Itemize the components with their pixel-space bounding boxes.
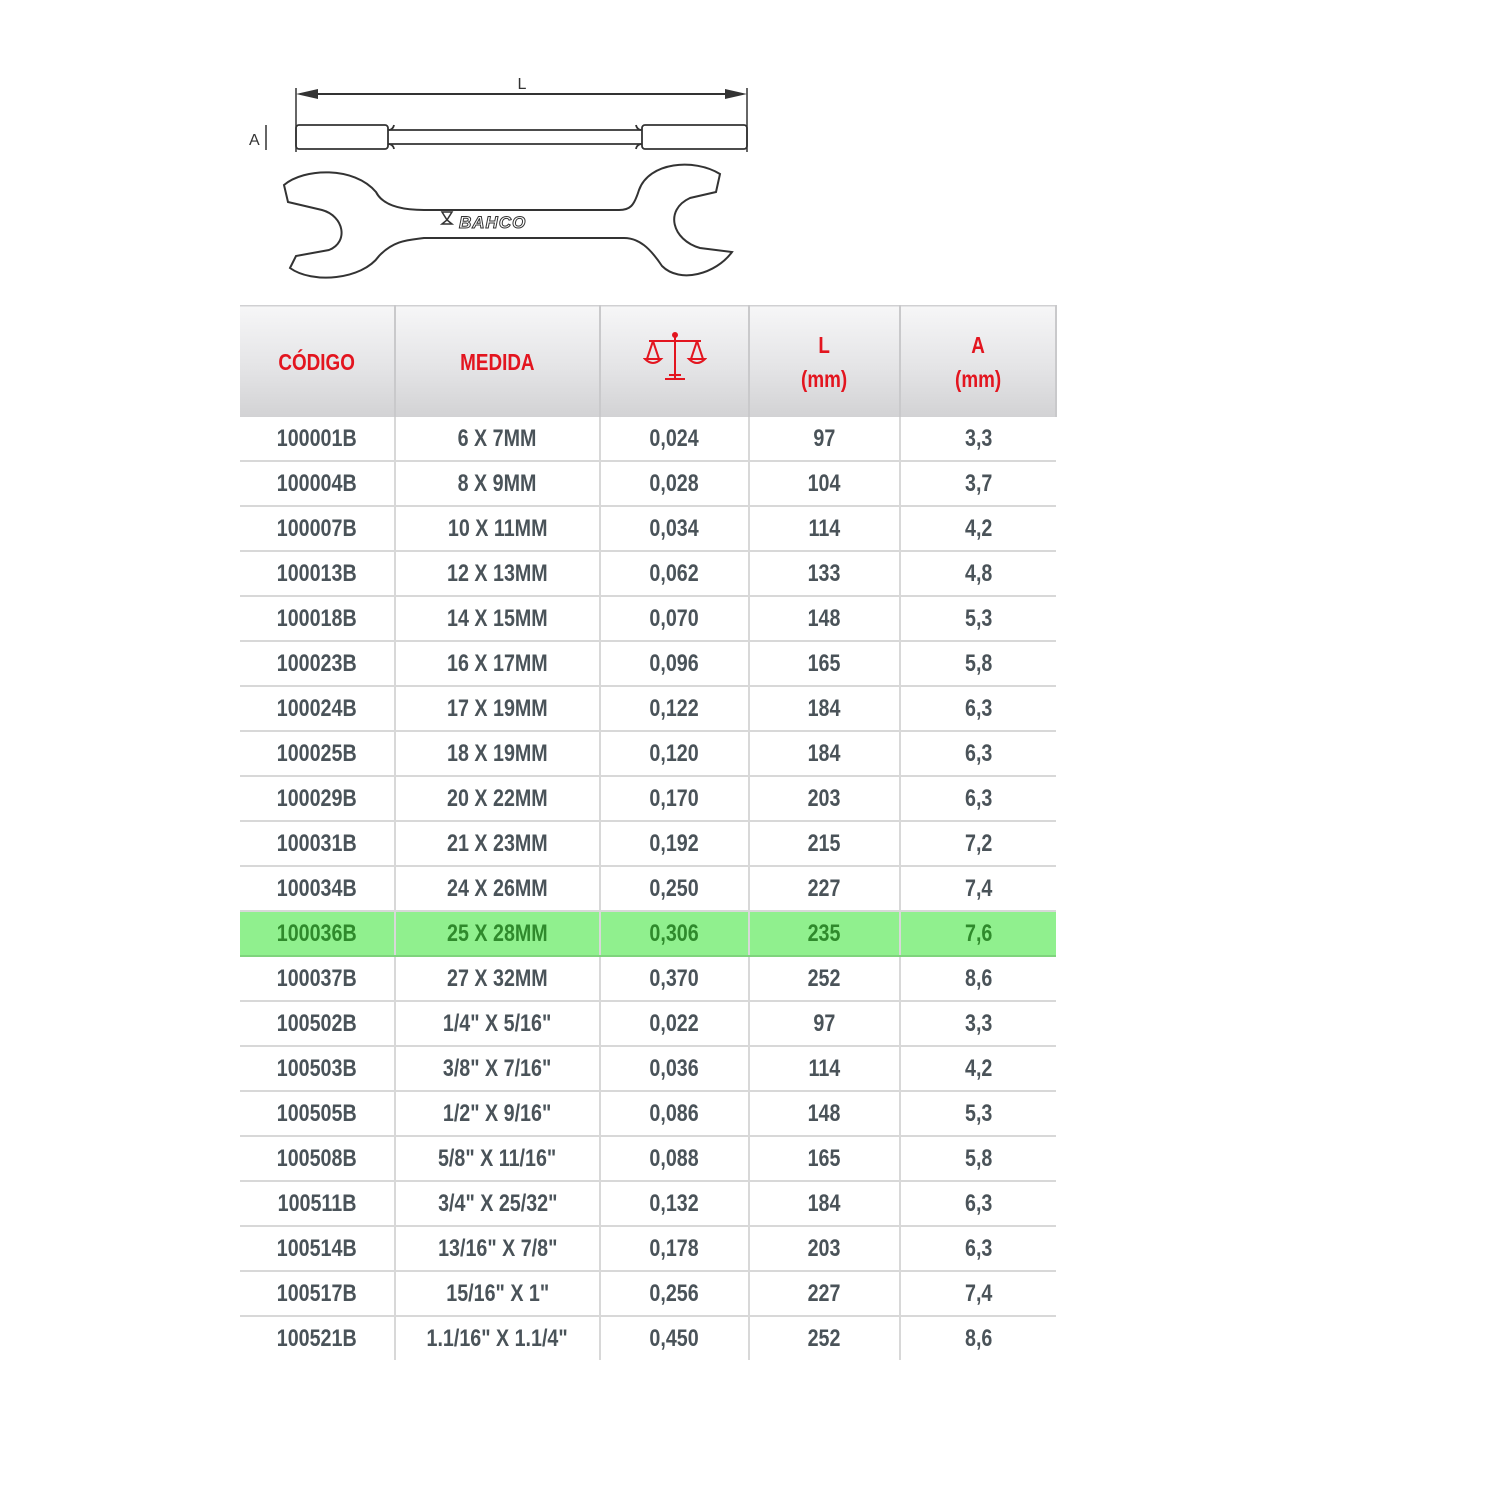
table-row [240, 461, 1056, 506]
cell-thickness: 4,2 [900, 1046, 1056, 1091]
cell-length: 215 [749, 821, 900, 866]
cell-size: 15/16" X 1" [395, 1271, 600, 1316]
cell-length: 114 [749, 506, 900, 551]
cell-thickness: 3,7 [900, 461, 1056, 506]
table-row [240, 821, 1056, 866]
length-dimension [296, 76, 747, 152]
cell-code: 100503B [240, 1046, 395, 1091]
table-row [240, 956, 1056, 1001]
cell-thickness: 4,8 [900, 551, 1056, 596]
cell-thickness: 6,3 [900, 776, 1056, 821]
cell-weight: 0,370 [600, 956, 749, 1001]
cell-thickness: 7,6 [900, 911, 1056, 956]
cell-length: 227 [749, 866, 900, 911]
cell-code: 100037B [240, 956, 395, 1001]
cell-thickness: 6,3 [900, 731, 1056, 776]
cell-code: 100025B [240, 731, 395, 776]
cell-thickness: 6,3 [900, 686, 1056, 731]
length-label: L [517, 76, 527, 93]
cell-thickness: 6,3 [900, 1226, 1056, 1271]
cell-weight: 0,120 [600, 731, 749, 776]
cell-length: 97 [749, 417, 900, 461]
table-row [240, 1136, 1056, 1181]
cell-code: 100505B [240, 1091, 395, 1136]
cell-length: 235 [749, 911, 900, 956]
cell-weight: 0,250 [600, 866, 749, 911]
table-row [240, 911, 1056, 956]
cell-code: 100508B [240, 1136, 395, 1181]
cell-thickness: 5,8 [900, 1136, 1056, 1181]
cell-length: 133 [749, 551, 900, 596]
table-row [240, 1046, 1056, 1091]
cell-length: 148 [749, 1091, 900, 1136]
cell-code: 100036B [240, 911, 395, 956]
table-row [240, 1181, 1056, 1226]
cell-weight: 0,450 [600, 1316, 749, 1360]
cell-thickness: 7,4 [900, 866, 1056, 911]
table-row [240, 1271, 1056, 1316]
cell-length: 104 [749, 461, 900, 506]
header-weight [600, 306, 749, 418]
cell-length: 252 [749, 956, 900, 1001]
table-row [240, 1226, 1056, 1271]
wrench-diagram [244, 70, 764, 285]
cell-code: 100001B [240, 417, 395, 461]
cell-code: 100024B [240, 686, 395, 731]
thickness-label: A [249, 132, 260, 149]
cell-length: 184 [749, 1181, 900, 1226]
cell-thickness: 6,3 [900, 1181, 1056, 1226]
cell-code: 100018B [240, 596, 395, 641]
table-row [240, 596, 1056, 641]
table-row [240, 1316, 1056, 1360]
cell-length: 184 [749, 686, 900, 731]
cell-weight: 0,034 [600, 506, 749, 551]
balance-scale-icon [643, 329, 707, 385]
cell-size: 3/8" X 7/16" [395, 1046, 600, 1091]
cell-weight: 0,306 [600, 911, 749, 956]
cell-weight: 0,192 [600, 821, 749, 866]
cell-thickness: 5,3 [900, 1091, 1056, 1136]
cell-size: 6 X 7MM [395, 417, 600, 461]
table-row [240, 731, 1056, 776]
cell-size: 13/16" X 7/8" [395, 1226, 600, 1271]
table-row [240, 866, 1056, 911]
cell-size: 27 X 32MM [395, 956, 600, 1001]
cell-length: 97 [749, 1001, 900, 1046]
table-row [240, 1091, 1056, 1136]
cell-size: 25 X 28MM [395, 911, 600, 956]
cell-weight: 0,024 [600, 417, 749, 461]
table-body [240, 417, 1056, 1360]
cell-thickness: 5,3 [900, 596, 1056, 641]
table-row [240, 776, 1056, 821]
cell-weight: 0,178 [600, 1226, 749, 1271]
cell-thickness: 4,2 [900, 506, 1056, 551]
cell-weight: 0,086 [600, 1091, 749, 1136]
cell-code: 100514B [240, 1226, 395, 1271]
cell-size: 20 X 22MM [395, 776, 600, 821]
cell-size: 24 X 26MM [395, 866, 600, 911]
table-row [240, 641, 1056, 686]
cell-weight: 0,256 [600, 1271, 749, 1316]
cell-code: 100511B [240, 1181, 395, 1226]
cell-length: 148 [749, 596, 900, 641]
cell-thickness: 3,3 [900, 417, 1056, 461]
cell-code: 100031B [240, 821, 395, 866]
cell-length: 165 [749, 641, 900, 686]
header-thickness: A (mm) [900, 306, 1056, 418]
header-size: MEDIDA [395, 306, 600, 418]
cell-weight: 0,132 [600, 1181, 749, 1226]
cell-length: 203 [749, 776, 900, 821]
cell-thickness: 3,3 [900, 1001, 1056, 1046]
svg-text:BAHCO: BAHCO [459, 213, 527, 232]
cell-code: 100004B [240, 461, 395, 506]
table-row [240, 686, 1056, 731]
cell-thickness: 8,6 [900, 1316, 1056, 1360]
cell-weight: 0,028 [600, 461, 749, 506]
cell-weight: 0,096 [600, 641, 749, 686]
cell-length: 252 [749, 1316, 900, 1360]
table-row [240, 1001, 1056, 1046]
cell-thickness: 7,2 [900, 821, 1056, 866]
cell-code: 100034B [240, 866, 395, 911]
cell-length: 165 [749, 1136, 900, 1181]
cell-weight: 0,036 [600, 1046, 749, 1091]
cell-size: 1/2" X 9/16" [395, 1091, 600, 1136]
cell-size: 1.1/16" X 1.1/4" [395, 1316, 600, 1360]
cell-size: 18 X 19MM [395, 731, 600, 776]
cell-size: 3/4" X 25/32" [395, 1181, 600, 1226]
cell-code: 100023B [240, 641, 395, 686]
cell-size: 21 X 23MM [395, 821, 600, 866]
cell-size: 16 X 17MM [395, 641, 600, 686]
cell-thickness: 5,8 [900, 641, 1056, 686]
cell-size: 12 X 13MM [395, 551, 600, 596]
cell-thickness: 7,4 [900, 1271, 1056, 1316]
cell-weight: 0,070 [600, 596, 749, 641]
table-row [240, 506, 1056, 551]
table-row [240, 417, 1056, 461]
header-code: CÓDIGO [240, 306, 395, 418]
cell-size: 5/8" X 11/16" [395, 1136, 600, 1181]
spec-table [240, 305, 1057, 1360]
cell-code: 100007B [240, 506, 395, 551]
cell-code: 100502B [240, 1001, 395, 1046]
thickness-dimension [249, 125, 266, 150]
cell-code: 100521B [277, 1324, 357, 1352]
cell-length: 114 [749, 1046, 900, 1091]
cell-size: 8 X 9MM [395, 461, 600, 506]
cell-weight: 0,062 [600, 551, 749, 596]
table-row [240, 551, 1056, 596]
cell-size: 17 X 19MM [395, 686, 600, 731]
cell-size: 10 X 11MM [395, 506, 600, 551]
cell-length: 184 [749, 731, 900, 776]
cell-length: 227 [749, 1271, 900, 1316]
cell-code: 100517B [240, 1271, 395, 1316]
header-length: L (mm) [749, 306, 900, 418]
brand-logo [442, 212, 526, 232]
wrench-side-view [296, 125, 747, 149]
cell-weight: 0,022 [600, 1001, 749, 1046]
cell-weight: 0,088 [600, 1136, 749, 1181]
cell-weight: 0,170 [600, 776, 749, 821]
cell-code: 100029B [240, 776, 395, 821]
cell-weight: 0,122 [600, 686, 749, 731]
cell-thickness: 8,6 [900, 956, 1056, 1001]
cell-code: 100013B [240, 551, 395, 596]
cell-length: 203 [749, 1226, 900, 1271]
cell-size: 14 X 15MM [395, 596, 600, 641]
cell-size: 1/4" X 5/16" [395, 1001, 600, 1046]
header-row [240, 306, 1056, 418]
